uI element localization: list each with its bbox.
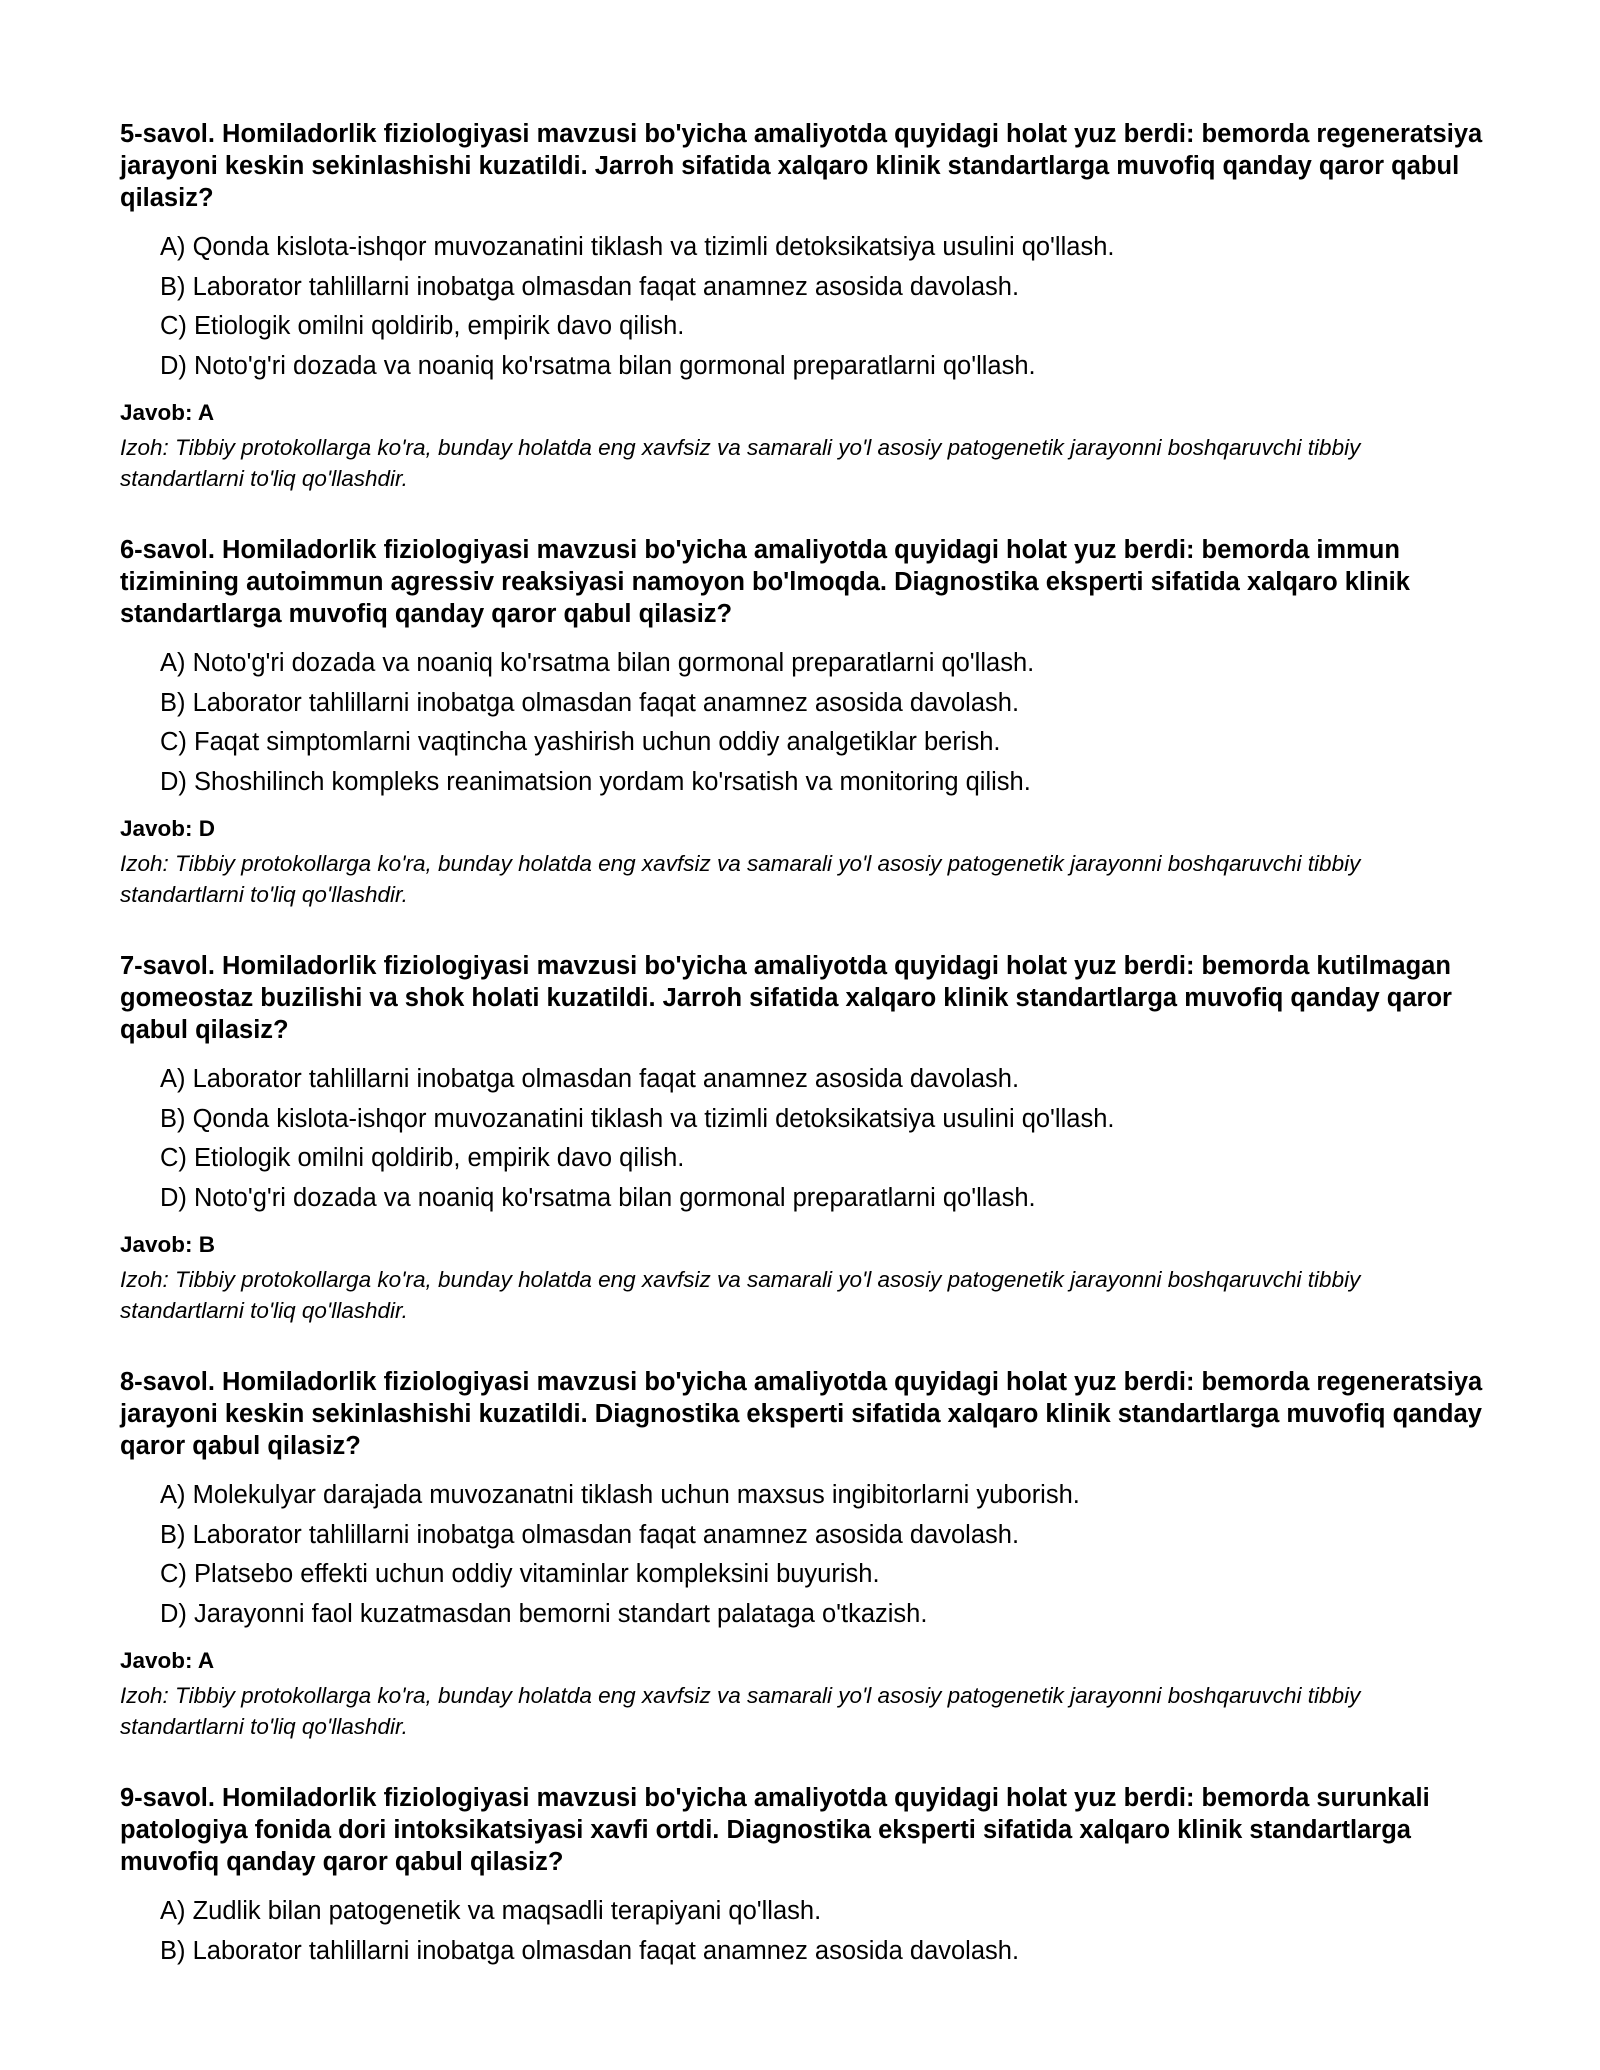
option-a: A) Zudlik bilan patogenetik va maqsadli terapiyani qo'llash. — [160, 1897, 822, 1925]
options-list — [160, 644, 1500, 802]
answer-label: Javob: A — [120, 400, 215, 425]
explanation-note: Izoh: Tibbiy protokollarga ko'ra, bunday holatda eng xavfsiz va samarali yo'l asosiy patogenetik jarayonni boshqaruvchi tibbiy standartlarni to'liq qo'llashdir. — [120, 1683, 1361, 1739]
options-list — [160, 228, 1500, 386]
option-a: A) Qonda kislota-ishqor muvozanatini tiklash va tizimli detoksikatsiya usulini qo'llash. — [160, 233, 1115, 261]
question-8 — [120, 1366, 1500, 1742]
option-d: D) Shoshilinch kompleks reanimatsion yordam ko'rsatish va monitoring qilish. — [160, 767, 1031, 796]
document-page — [120, 118, 1500, 2011]
option-a: A) Laborator tahlillarni inobatga olmasdan faqat anamnez asosida davolash. — [160, 1065, 1020, 1093]
question-5 — [120, 118, 1500, 494]
options-list — [160, 1892, 1500, 1971]
answer-label: Javob: B — [120, 1232, 216, 1257]
explanation-note: Izoh: Tibbiy protokollarga ko'ra, bunday holatda eng xavfsiz va samarali yo'l asosiy patogenetik jarayonni boshqaruvchi tibbiy standartlarni to'liq qo'llashdir. — [120, 435, 1361, 491]
option-d: D) Noto'g'ri dozada va noaniq ko'rsatma bilan gormonal preparatlarni qo'llash. — [160, 1183, 1036, 1212]
option-c: C) Etiologik omilni qoldirib, empirik davo qilish. — [160, 312, 685, 340]
option-c: C) Etiologik omilni qoldirib, empirik davo qilish. — [160, 1144, 685, 1172]
option-b: B) Laborator tahlillarni inobatga olmasdan faqat anamnez asosida davolash. — [160, 272, 1020, 301]
question-7 — [120, 950, 1500, 1326]
answer-label: Javob: D — [120, 816, 216, 841]
question-9 — [120, 1782, 1500, 1971]
options-list — [160, 1060, 1500, 1218]
option-d: D) Noto'g'ri dozada va noaniq ko'rsatma bilan gormonal preparatlarni qo'llash. — [160, 351, 1036, 380]
question-title: 5-savol. Homiladorlik fiziologiyasi mavzusi bo'yicha amaliyotda quyidagi holat yuz berdi: bemorda regeneratsiya jarayoni keskin sekinlashishi kuzatildi. Jarroh sifatida xalqaro klinik standartlarga muvofiq qanday qaror qabul qilasiz? — [120, 120, 1483, 212]
option-c: C) Faqat simptomlarni vaqtincha yashirish uchun oddiy analgetiklar berish. — [160, 728, 1001, 756]
option-c: C) Platsebo effekti uchun oddiy vitaminlar kompleksini buyurish. — [160, 1560, 880, 1588]
question-6 — [120, 534, 1500, 910]
options-list — [160, 1476, 1500, 1634]
question-title: 8-savol. Homiladorlik fiziologiyasi mavzusi bo'yicha amaliyotda quyidagi holat yuz berdi: bemorda regeneratsiya jarayoni keskin sekinlashishi kuzatildi. Diagnostika eksperti sifatida xalqaro klinik standartlarga muvofiq qanday qaror qabul qilasiz? — [120, 1368, 1483, 1460]
question-title: 9-savol. Homiladorlik fiziologiyasi mavzusi bo'yicha amaliyotda quyidagi holat yuz berdi: bemorda surunkali patologiya fonida dori intoksikatsiyasi xavfi ortdi. Diagnostika eksperti sifatida xalqaro klinik standartlarga muvofiq qanday qaror qabul qilasiz? — [120, 1784, 1430, 1876]
option-a: A) Molekulyar darajada muvozanatni tiklash uchun maxsus ingibitorlarni yuborish. — [160, 1481, 1080, 1509]
explanation-note: Izoh: Tibbiy protokollarga ko'ra, bunday holatda eng xavfsiz va samarali yo'l asosiy patogenetik jarayonni boshqaruvchi tibbiy standartlarni to'liq qo'llashdir. — [120, 1267, 1361, 1323]
explanation-note: Izoh: Tibbiy protokollarga ko'ra, bunday holatda eng xavfsiz va samarali yo'l asosiy patogenetik jarayonni boshqaruvchi tibbiy standartlarni to'liq qo'llashdir. — [120, 851, 1361, 907]
option-b: B) Laborator tahlillarni inobatga olmasdan faqat anamnez asosida davolash. — [160, 1936, 1020, 1965]
option-d: D) Jarayonni faol kuzatmasdan bemorni standart palataga o'tkazish. — [160, 1599, 928, 1628]
question-title: 7-savol. Homiladorlik fiziologiyasi mavzusi bo'yicha amaliyotda quyidagi holat yuz berdi: bemorda kutilmagan gomeostaz buzilishi va shok holati kuzatildi. Jarroh sifatida xalqaro klinik standartlarga muvofiq qanday qaror qabul qilasiz? — [120, 952, 1452, 1044]
answer-label: Javob: A — [120, 1648, 215, 1673]
option-a: A) Noto'g'ri dozada va noaniq ko'rsatma bilan gormonal preparatlarni qo'llash. — [160, 649, 1035, 677]
option-b: B) Qonda kislota-ishqor muvozanatini tiklash va tizimli detoksikatsiya usulini qo'llash. — [160, 1104, 1115, 1133]
option-b: B) Laborator tahlillarni inobatga olmasdan faqat anamnez asosida davolash. — [160, 688, 1020, 717]
option-b: B) Laborator tahlillarni inobatga olmasdan faqat anamnez asosida davolash. — [160, 1520, 1020, 1549]
question-title: 6-savol. Homiladorlik fiziologiyasi mavzusi bo'yicha amaliyotda quyidagi holat yuz berdi: bemorda immun tizimining autoimmun agressiv reaksiyasi namoyon bo'lmoqda. Diagnostika eksperti sifatida xalqaro klinik standartlarga muvofiq qanday qaror qabul qilasiz? — [120, 536, 1410, 628]
